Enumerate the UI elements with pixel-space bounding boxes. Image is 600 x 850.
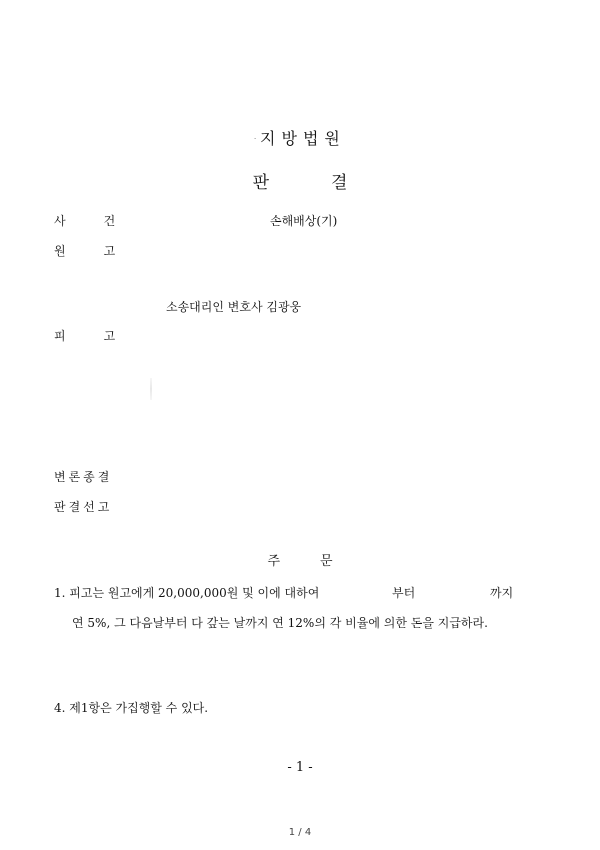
order-item-1-from: 부터 [392, 586, 416, 600]
order-item-1-line-2: 연 5%, 그 다음날부터 다 갚는 날까지 연 12%의 각 비율에 의한 돈을 지급하라. [72, 616, 488, 630]
scan-artifact [150, 378, 152, 400]
case-label [54, 212, 115, 229]
case-value: 손해배상(기) [270, 214, 338, 228]
order-item-4: 4. 제1항은 가집행할 수 있다. [54, 701, 209, 715]
document-title [0, 168, 600, 193]
page-number: - 1 - [287, 760, 313, 775]
case-label-char-2: 건 [103, 214, 116, 228]
court-name [0, 126, 600, 149]
order-heading [0, 550, 600, 569]
plaintiff-counsel: 소송대리인 변호사 김광웅 [166, 300, 302, 314]
order-heading-left: 주 [267, 554, 280, 569]
order-item-1-until: 까지 [490, 586, 514, 600]
case-label-char-1: 사 [54, 214, 66, 228]
court-name-text: 지방법원 [260, 129, 346, 148]
plaintiff-label-char-2: 고 [103, 244, 116, 258]
defendant-label-char-2: 고 [103, 329, 116, 343]
defendant-label [54, 327, 115, 344]
judgment-date-label: 판결선고 [54, 500, 113, 514]
document-title-left: 판 [252, 173, 269, 193]
plaintiff-label [54, 242, 115, 259]
defendant-label-char-1: 피 [54, 329, 66, 343]
order-heading-right: 문 [320, 554, 333, 569]
page-indicator: 1 / 4 [288, 827, 312, 838]
plaintiff-label-char-1: 원 [54, 244, 66, 258]
argument-close-label: 변론종결 [54, 470, 113, 484]
redaction-mark: · [254, 136, 257, 143]
document-title-right: 결 [331, 173, 348, 193]
order-item-1-line-1: 1. 피고는 원고에게 20,000,000원 및 이에 대하여 [54, 586, 320, 600]
